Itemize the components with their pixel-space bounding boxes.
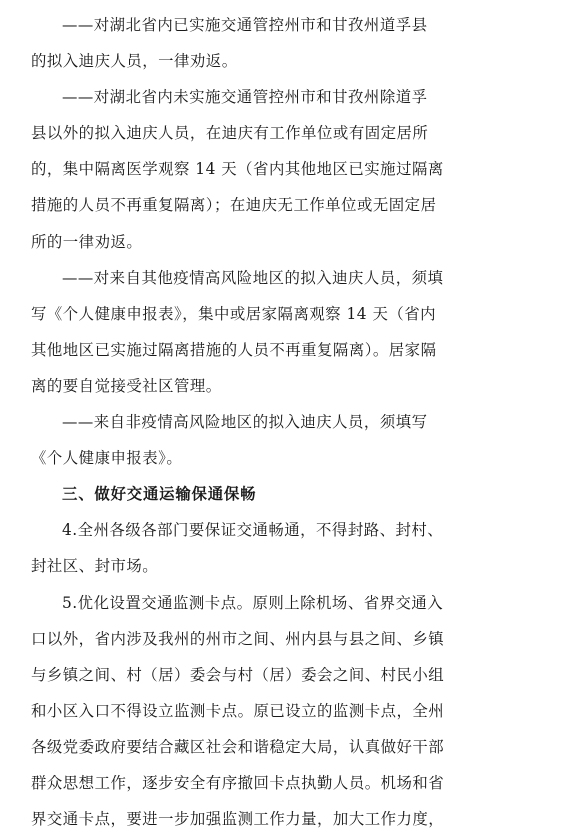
section-heading-transport: 三、做好交通运输保通保畅 (62, 485, 257, 504)
paragraph-item-5-line-1: 5.优化设置交通监测卡点。原则上除机场、省界交通入 (62, 593, 444, 612)
paragraph-hubei-uncontrolled-line-1: ——对湖北省内未实施交通管控州市和甘孜州除道孚 (62, 88, 428, 107)
paragraph-hubei-controlled-line-1: ——对湖北省内已实施交通管控州市和甘孜州道孚县 (62, 16, 428, 34)
paragraph-non-high-risk-line-1: ——来自非疫情高风险地区的拟入迪庆人员，须填写 (62, 413, 428, 432)
paragraph-item-5-line-4: 和小区入口不得设立监测卡点。原已设立的监测卡点，全州 (31, 701, 445, 720)
paragraph-item-4-line-1: 4.全州各级各部门要保证交通畅通，不得封路、封村、 (62, 521, 444, 540)
paragraph-hubei-uncontrolled-line-5: 所的一律劝返。 (31, 232, 143, 251)
paragraph-item-4-line-2: 封社区、封市场。 (31, 557, 159, 576)
paragraph-hubei-uncontrolled-line-3: 的，集中隔离医学观察 14 天（省内其他地区已实施过隔离 (31, 160, 444, 179)
paragraph-non-high-risk-line-2: 《个人健康申报表》。 (31, 449, 183, 468)
paragraph-high-risk-line-3: 其他地区已实施过隔离措施的人员不再重复隔离）。居家隔 (31, 340, 437, 359)
paragraph-item-5-line-7: 界交通卡点，要进一步加强监测工作力量，加大工作力度， (31, 810, 445, 829)
paragraph-high-risk-line-4: 离的要自觉接受社区管理。 (31, 376, 222, 395)
paragraph-hubei-controlled-line-2: 的拟入迪庆人员，一律劝返。 (31, 52, 238, 71)
paragraph-hubei-uncontrolled-line-2: 县以外的拟入迪庆人员，在迪庆有工作单位或有固定居所 (31, 124, 429, 143)
paragraph-hubei-uncontrolled-line-4: 措施的人员不再重复隔离）；在迪庆无工作单位或无固定居 (31, 196, 437, 215)
paragraph-high-risk-line-2: 写《个人健康申报表》，集中或居家隔离观察 14 天（省内 (31, 304, 437, 323)
paragraph-high-risk-line-1: ——对来自其他疫情高风险地区的拟入迪庆人员，须填 (62, 268, 444, 287)
paragraph-item-5-line-6: 群众思想工作，逐步安全有序撤回卡点执勤人员。机场和省 (31, 773, 445, 792)
paragraph-item-5-line-2: 口以外，省内涉及我州的州市之间、州内县与县之间、乡镇 (31, 629, 445, 648)
paragraph-item-5-line-5: 各级党委政府要结合藏区社会和谐稳定大局，认真做好干部 (31, 737, 445, 756)
paragraph-item-5-line-3: 与乡镇之间、村（居）委会与村（居）委会之间、村民小组 (31, 665, 445, 684)
